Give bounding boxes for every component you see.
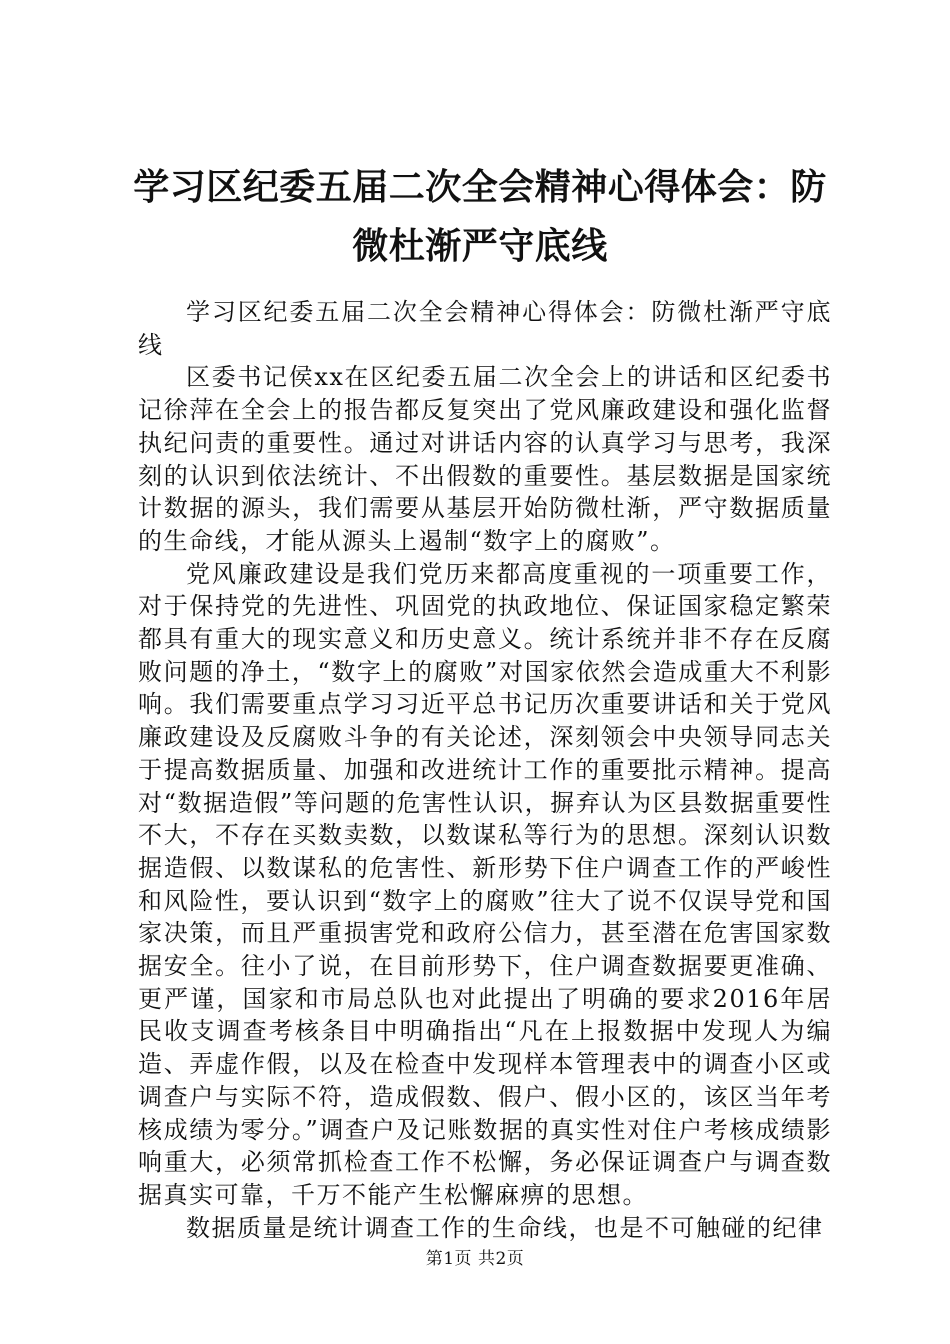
paragraph-3: 数据质量是统计调查工作的生命线，也是不可触碰的纪律 xyxy=(186,1213,824,1242)
paragraph-1: 区委书记侯xx在区纪委五届二次全会上的讲话和区纪委书记徐萍在全会上的报告都反复突出了党风廉政建设和强化监督执纪问责的重要性。通过对讲话内容的认真学习与思考，我深刻的认识到依法统计、不出假数的重要性。基层数据是国家统计数据的源头，我们需要从基层开始防微杜渐，严守数据质量的生命线，才能从源头上遏制“数字上的腐败”。 xyxy=(138,363,832,555)
page-footer: 第1页 共2页 xyxy=(425,1249,525,1269)
paragraph-2: 党风廉政建设是我们党历来都高度重视的一项重要工作，对于保持党的先进性、巩固党的执政地位、保证国家稳定繁荣都具有重大的现实意义和历史意义。统计系统并非不存在反腐败问题的净土，“数字上的腐败”对国家依然会造成重大不利影响。我们需要重点学习习近平总书记历次重要讲话和关于党风廉政建设及反腐败斗争的有关论述，深刻领会中央领导同志关于提高数据质量、加强和改进统计工作的重要批示精神。提高对“数据造假”等问题的危害性认识，摒弃认为区县数据重要性不大，不存在买数卖数，以数谋私等行为的思想。深刻认识数据造假、以数谋私的危害性、新形势下住户调查工作的严峻性和风险性，要认识到“数字上的腐败”往大了说不仅误导党和国家决策，而且严重损害党和政府公信力，甚至潜在危害国家数据安全。往小了说，在目前形势下，住户调查数据要更准确、更严谨，国家和市局总队也对此提出了明确的要求2016年居民收支调查考核条目中明确指出“凡在上报数据中发现人为编造、弄虚作假，以及在检查中发现样本管理表中的调查小区或调查户与实际不符，造成假数、假户、假小区的，该区当年考核成绩为零分。”调查户及记账数据的真实性对住户考核成绩影响重大，必须常抓检查工作不松懈，务必保证调查户与调查数据真实可靠，千万不能产生松懈麻痹的思想。 xyxy=(138,559,832,1209)
document-title: 学习区纪委五届二次全会精神心得体会：防微杜渐严守底线 xyxy=(133,166,827,267)
paragraph-subtitle: 学习区纪委五届二次全会精神心得体会：防微杜渐严守底线 xyxy=(138,298,832,359)
document-body xyxy=(138,296,832,1244)
